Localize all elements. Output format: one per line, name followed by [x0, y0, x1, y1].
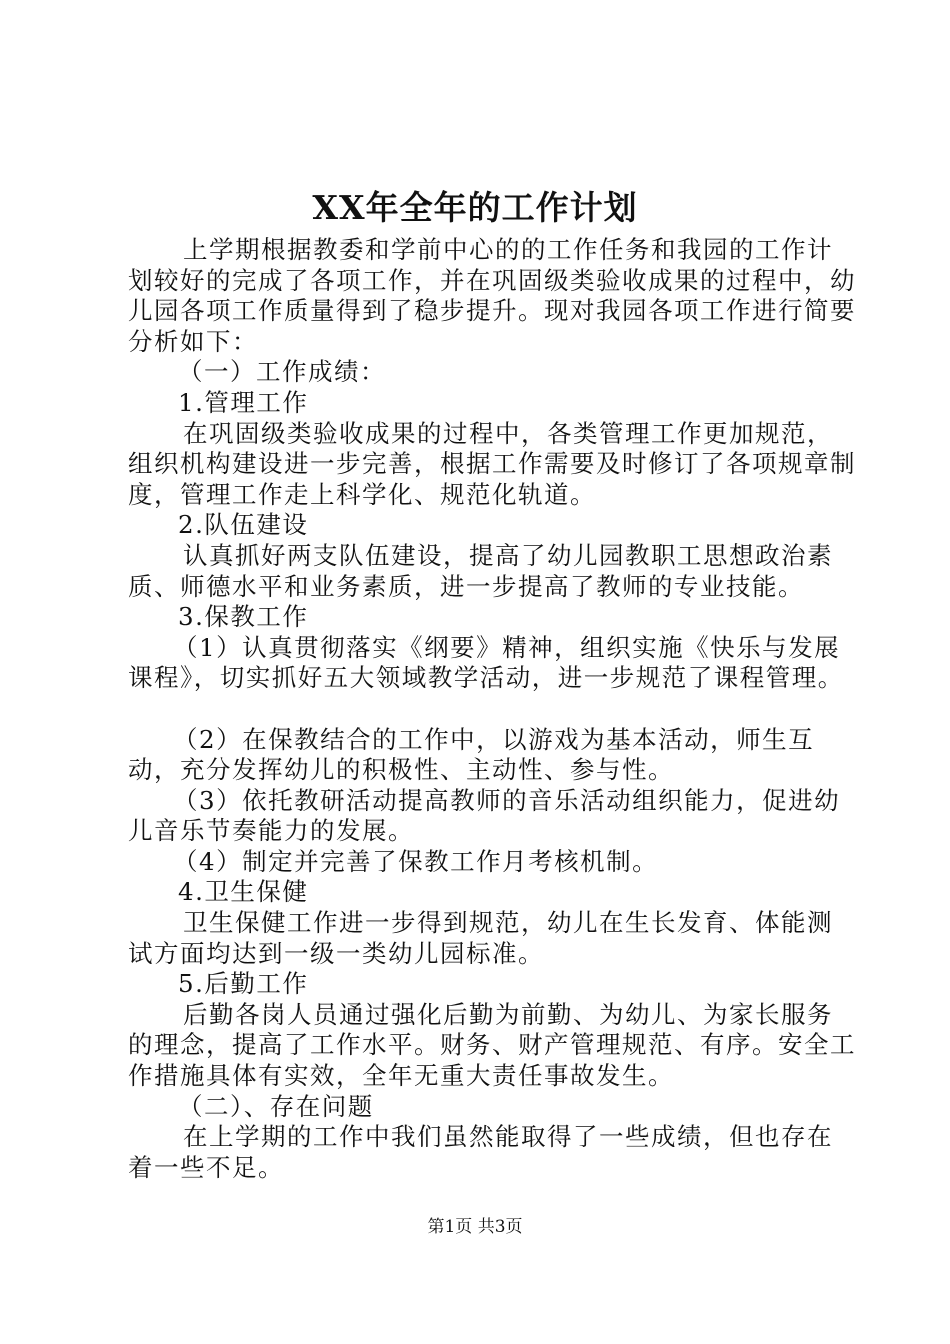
blank-line: [128, 694, 858, 725]
item-text-team: 认真抓好两支队伍建设，提高了幼儿园教职工思想政治素质、师德水平和业务素质，进一步提高了教师的专业技能。: [128, 540, 833, 601]
page-footer: 第1页 共3页: [427, 1217, 523, 1237]
section-heading-problems: （二）、存在问题: [178, 1091, 374, 1121]
item-text-management: 在巩固级类验收成果的过程中，各类管理工作更加规范，组织机构建设进一步完善，根据工作需要及时修订了各项规章制度，管理工作走上科学化、规范化轨道。: [128, 418, 856, 509]
item-text-logistics: 后勤各岗人员通过强化后勤为前勤、为幼儿、为家长服务的理念，提高了工作水平。财务、财产管理规范、有序。安全工作措施具体有实效，全年无重大责任事故发生。: [128, 999, 856, 1091]
item-subpoint-2: （2）在保教结合的工作中，以游戏为基本活动，师生互动，充分发挥幼儿的积极性、主动性、参与性。: [128, 724, 815, 785]
item-subpoint-3: （3）依托教研活动提高教师的音乐活动组织能力，促进幼儿音乐节奏能力的发展。: [128, 785, 841, 846]
section-text-problems: 在上学期的工作中我们虽然能取得了一些成绩，但也存在着一些不足。: [128, 1122, 833, 1182]
item-subpoint-4: （4）制定并完善了保教工作月考核机制。: [173, 846, 659, 876]
section-heading-achievements: （一）工作成绩：: [178, 357, 386, 387]
item-heading-management: 1.管理工作: [178, 387, 309, 417]
item-subpoint-1: （1）认真贯彻落实《纲要》精神，组织实施《快乐与发展课程》，切实抓好五大领域教学活动，进一步规范了课程管理。: [128, 632, 844, 693]
item-text-health: 卫生保健工作进一步得到规范，幼儿在生长发育、体能测试方面均达到一级一类幼儿园标准。: [128, 908, 833, 968]
item-heading-education: 3.保教工作: [178, 602, 309, 632]
page-title: XX年全年的工作计划: [312, 188, 638, 227]
item-heading-health: 4.卫生保健: [178, 877, 309, 907]
intro-paragraph: 上学期根据教委和学前中心的的工作任务和我园的工作计划较好的完成了各项工作，并在巩固级类验收成果的过程中，幼儿园各项工作质量得到了稳步提升。现对我园各项工作进行简要分析如下：: [128, 235, 856, 356]
item-heading-team: 2.队伍建设: [178, 510, 309, 540]
document-body: [128, 235, 858, 1183]
item-heading-logistics: 5.后勤工作: [178, 969, 309, 999]
